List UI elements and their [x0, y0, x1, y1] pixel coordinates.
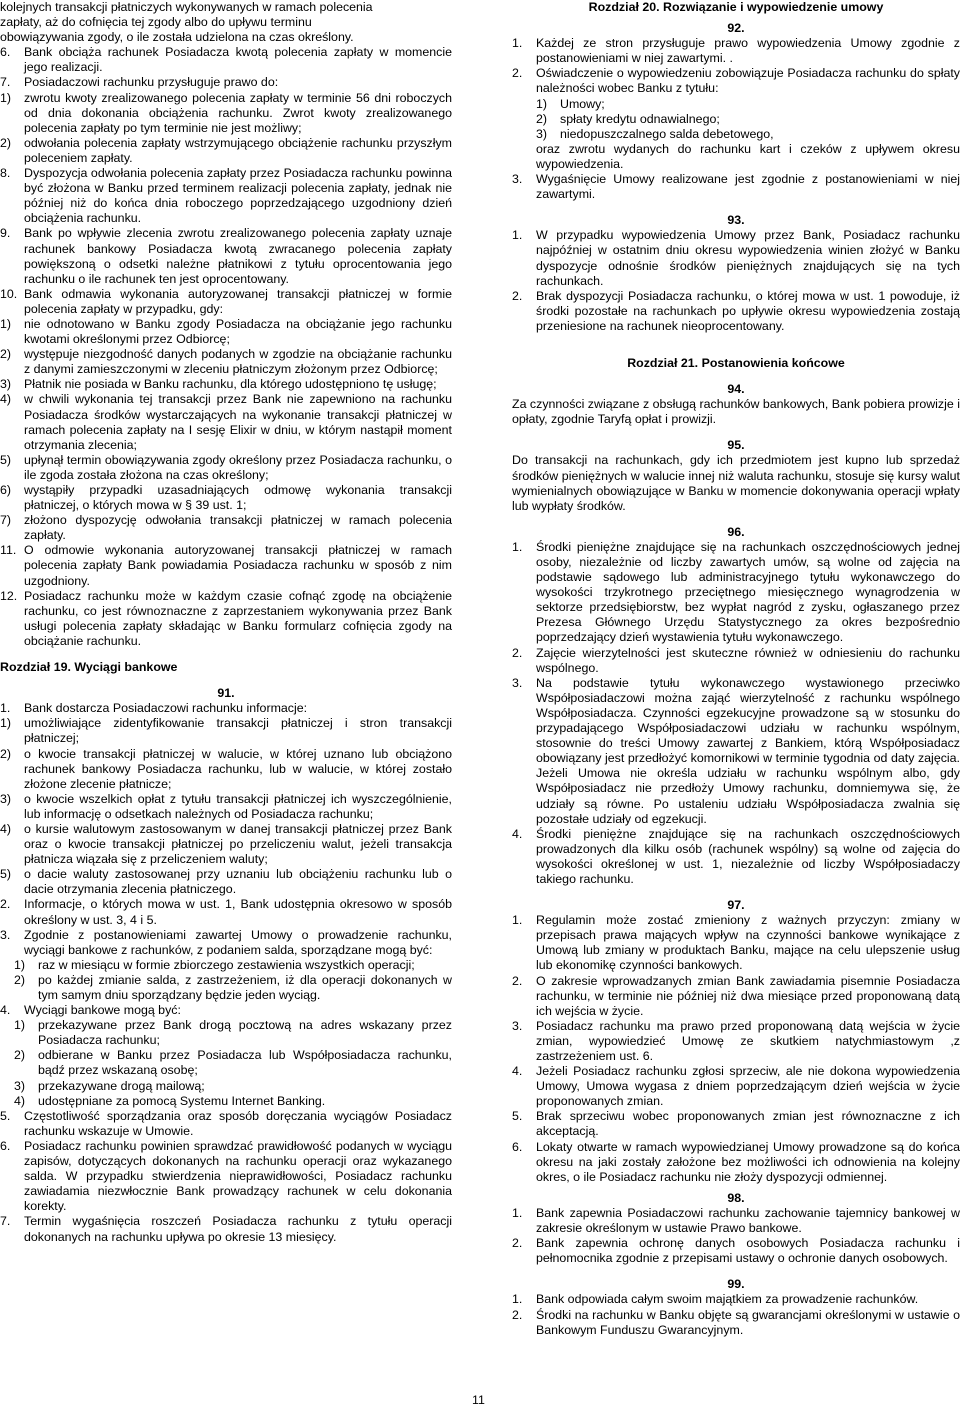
paragraph-6: 6. Bank obciąża rachunek Posiadacza kwotą polecenia zapłaty w momencie jego realizacji. [0, 45, 452, 75]
page-number: 11 [472, 1393, 485, 1407]
section-91-point-1-item: 5) o dacie waluty zastosowanej przy uznaniu lub obciążeniu rachunku lub o dacie otrzymania zlecenia płatniczego. [0, 867, 452, 897]
section-91-point-1: 1. Bank dostarcza Posiadaczowi rachunku informacje: [0, 701, 308, 716]
section-92-heading: 92. [727, 21, 745, 36]
section-93-point: 1. W przypadku wypowiedzenia Umowy przez Bank, Posiadacz rachunku najpóźniej w ostatnim dniu okresu wypowiedzenia winien złożyć w Banku dyspozycje odnośnie środków pieniężnych znajdujących się na tych rachunkach. [512, 228, 960, 288]
paragraph-10-item: 5) upłynął termin obowiązywania zgody określony przez Posiadacza rachunku, o ile zgoda została złożona na czas określony; [0, 452, 452, 482]
section-94-heading: 94. [727, 382, 745, 397]
section-97-heading: 97. [727, 898, 745, 913]
section-91-point-4-item: 1) przekazywane przez Bank drogą pocztową na adres wskazany przez Posiadacza rachunku; [14, 1018, 452, 1048]
section-91-point-7: 7. Termin wygaśnięcia roszczeń Posiadacza rachunku z tytułu operacji dokonanych na rachunku upływa po okresie 13 miesięcy. [0, 1214, 452, 1244]
section-91-point-4-item: 2) odbierane w Banku przez Posiadacza lub Współposiadacza rachunku, bądź przez wskazaną osobę; [14, 1048, 452, 1078]
section-92-point-3: 3. Wygaśnięcie Umowy realizowane jest zgodnie z postanowieniami w niej zawartymi. [512, 172, 960, 202]
intro-line-3: obowiązywania zgody, o ile została udzielona na czas określony. [0, 30, 354, 45]
section-99-heading: 99. [727, 1277, 745, 1292]
section-93-point: 2. Brak dyspozycji Posiadacza rachunku, o której mowa w ust. 1 powoduje, iż środki pozostałe na rachunkach po upływie okresu wypowiedzenia zostają przeniesione na rachunek nieoprocentowany. [512, 288, 960, 333]
section-98-point: 1. Bank zapewnia Posiadaczowi rachunku zachowanie tajemnicy bankowej w zakresie określonym w ustawie Prawo bankowe. [512, 1205, 960, 1236]
left-column [0, 0, 452, 1245]
paragraph-11: 11. O odmowie wykonania autoryzowanej transakcji płatniczej w ramach polecenia zapłaty Bank powiadamia Posiadacza rachunku w sposób z nim uzgodniony. [0, 543, 452, 588]
section-92-point-2-item: 2) spłaty kredytu odnawialnego; [536, 111, 720, 126]
section-91-point-3: 3. Zgodnie z postanowieniami zawartej Umowy o prowadzenie rachunku, wyciągi bankowe z rachunków, z podaniem salda, sporządzane mogą być: [0, 927, 452, 957]
section-92-point-2-item: 3) niedopuszczalnego salda debetowego, [536, 126, 774, 141]
section-91-heading: 91. [217, 686, 235, 701]
paragraph-10-item: 7) złożono dyspozycję odwołania transakcji płatniczej w ramach polecenia zapłaty. [0, 513, 452, 543]
section-95-text: Do transakcji na rachunkach, gdy ich przedmiotem jest kupno lub sprzedaż środków pieniężnych w walucie innej niż waluta rachunku, stosuje się kursy walut wymienialnych obowiązujące w Banku w momencie dokonywania operacji wpłaty lub wypłaty środków. [512, 453, 960, 513]
section-92-point: 1. Każdej ze stron przysługuje prawo wypowiedzenia Umowy zgodnie z postanowieniami w niej zawartymi. . [512, 36, 960, 66]
section-96-point: 2. Zajęcie wierzytelności jest skuteczne również w odniesieniu do rachunku wspólnego. [512, 645, 960, 675]
chapter-21-heading: Rozdział 21. Postanowienia końcowe [627, 355, 845, 370]
section-91-point-4-item: 4) udostępniane za pomocą Systemu Internet Banking. [14, 1093, 326, 1108]
paragraph-10-item: 4) w chwili wykonania tej transakcji przez Bank nie zapewniono na rachunku Posiadacza środków wystarczających na wykonanie transakcji płatniczej w ramach polecenia zapłaty na I sesję Elixir w dniu, w którym nastąpił moment otrzymania zlecenia; [0, 392, 452, 452]
paragraph-8: 8. Dyspozycja odwołania polecenia zapłaty przez Posiadacza rachunku powinna być złożona w Banku przed terminem realizacji polecenia zapłaty, jednak nie później niż do końca dnia roboczego poprzedzającego uzgodniony dzień obciążenia rachunku. [0, 166, 452, 226]
section-97-point: 5. Brak sprzeciwu wobec proponowanych zmian jest równoznaczne z ich akceptacją. [512, 1109, 960, 1139]
chapter-19-heading: Rozdział 19. Wyciągi bankowe [0, 660, 178, 675]
section-96-heading: 96. [727, 524, 745, 539]
paragraph-10-item: 6) wystąpiły przypadki uzasadniających odmowę wykonania transakcji płatniczej, o których mowa w § 39 ust. 1; [0, 483, 452, 513]
section-91-point-1-item: 1) umożliwiające zidentyfikowanie transakcji płatniczej i stron transakcji płatniczej; [0, 716, 452, 746]
paragraph-7: 7. Posiadaczowi rachunku przysługuje prawo do: [0, 75, 279, 90]
section-91-point-4: 4. Wyciągi bankowe mogą być: [0, 1003, 181, 1018]
section-91-point-2: 2. Informacje, o których mowa w ust. 1, Bank udostępnia okresowo w sposób określony w ust. 3, 4 i 5. [0, 897, 452, 927]
section-93-heading: 93. [727, 213, 745, 228]
paragraph-10-item: 1) nie odnotowano w Banku zgody Posiadacza na obciążanie jego rachunku kwotami określonymi przez Odbiorcę; [0, 316, 452, 347]
intro-line-2: zapłaty, aż do cofnięcia tej zgody albo do upływu terminu [0, 15, 312, 30]
section-94-text: Za czynności związane z obsługą rachunków bankowych, Bank pobiera prowizje i opłaty, zgodnie Taryfą opłat i prowizji. [512, 397, 960, 427]
section-92-point-2-item: 1) Umowy; [536, 96, 605, 111]
section-97-point: 6. Lokaty otwarte w ramach wypowiedzianej Umowy prowadzone są do końca okresu na jaki zostały założone bez możliwości ich odnowienia na kolejny okres, o ile Posiadacz rachunku nie złoży dyspozycji odmiennej. [512, 1139, 960, 1184]
paragraph-7-item: 2) odwołania polecenia zapłaty wstrzymującego obciążenie rachunku przyszłym poleceniem zapłaty. [0, 135, 452, 165]
section-98-heading: 98. [727, 1190, 745, 1205]
section-92-point-2-tail: oraz zwrotu wydanych do rachunku kart i czeków z upływem okresu wypowiedzenia. [536, 141, 960, 171]
section-96-point: 3. Na podstawie tytułu wykonawczego wystawionego przeciwko Współposiadaczowi można zająć wierzytelność z rachunku wspólnego Współposiadacza. Czynności egzekucyjne prowadzone są w stosunku do przypadającego Współposiadaczowi udziału w rachunku wspólnym, stosownie do treści Umowy zawartej z Bankiem, którą Współposiadacz obowiązany jest przedłożyć komornikowi w terminie tygodnia od daty zajęcia. Jeżeli Umowa nie określa udziału w rachunku wspólnym albo, gdy Współposiadacz nie przedłoży Umowy rachunku, domniemywa się, że udziały są równe. Po ustaleniu udziału Współposiadacza zwalnia się pozostałe udziały od egzekucji. [512, 675, 960, 826]
section-92-point: 2. Oświadczenie o wypowiedzeniu zobowiązuje Posiadacza rachunku do spłaty należności wobec Banku z tytułu: [512, 66, 960, 96]
section-91-point-3-item: 2) po każdej zmianie salda, z zastrzeżeniem, iż dla operacji dokonanych w tym samym dniu sporządzany będzie jeden wyciąg. [14, 972, 452, 1002]
right-column [512, 0, 960, 1338]
section-97-point: 1. Regulamin może zostać zmieniony z ważnych przyczyn: zmiany w przepisach prawa mających wpływ na czynności bankowe wynikające z Umową lub zmiany w produktach Banku, mające na celu ulepszenie usług lub ekonomikę czynności bankowych. [512, 913, 960, 973]
section-96-point: 4. Środki pieniężne znajdujące się na rachunkach oszczędnościowych prowadzonych dla kilku osób (rachunek wspólny) są wolne od zajęcia do wysokości określonej w ust. 1, niezależnie od liczby Współposiadaczy takiego rachunku. [512, 826, 960, 886]
section-97-point: 4. Jeżeli Posiadacz rachunku zgłosi sprzeciw, ale nie dokona wypowiedzenia Umowy, Umowa wygasa z dniem poprzedzającym dzień wejścia w życie proponowanych zmian. [512, 1064, 960, 1109]
section-97-point: 2. O zakresie wprowadzanych zmian Bank zawiadamia pisemnie Posiadacza rachunku, w terminie nie później niż dwa miesiące przed proponowaną datą ich wejścia w życie. [512, 973, 960, 1018]
paragraph-12: 12. Posiadacz rachunku może w każdym czasie cofnąć zgodę na obciążenie rachunku, co jest równoznaczne z zaprzestaniem wykonywania przez Bank usługi polecenia zapłaty składając w Banku formularz cofnięcia zgody na obciążanie rachunku. [0, 588, 452, 648]
section-98-point: 2. Bank zapewnia ochronę danych osobowych Posiadacza rachunku i pełnomocnika zgodnie z przepisami ustawy o ochronie danych osobowych. [512, 1236, 960, 1266]
paragraph-7-item: 1) zwrotu kwoty zrealizowanego polecenia zapłaty w terminie 56 dni roboczych od dnia dokonania obciążenia rachunku. Zwrot kwoty zrealizowanego polecenia zapłaty po tym terminie nie jest możliwy; [0, 90, 452, 135]
paragraph-10: 10. Bank odmawia wykonania autoryzowanej transakcji płatniczej w formie polecenia zapłaty w przypadku, gdy: [0, 286, 452, 316]
section-91-point-1-item: 2) o kwocie transakcji płatniczej w walucie, w której uznano lub obciążono rachunek bankowy Posiadacza rachunku, lub w walucie, w której zostało złożone zlecenie płatnicze; [0, 746, 452, 791]
section-91-point-4-item: 3) przekazywane drogą mailową; [14, 1078, 205, 1093]
section-99-point: 1. Bank odpowiada całym swoim majątkiem za prowadzenie rachunków. [512, 1292, 919, 1307]
section-91-point-6: 6. Posiadacz rachunku powinien sprawdzać prawidłowość podanych w wyciągu zapisów, dotyczących dokonanych na rachunku operacji oraz wykazanego salda. W przypadku stwierdzenia nieprawidłowości, Posiadacz rachunku zawiadamia niezwłocznie Bank prowadzący rachunek w celu dokonania korekty. [0, 1138, 452, 1214]
paragraph-9: 9. Bank po wpływie zlecenia zwrotu zrealizowanego polecenia zapłaty uznaje rachunek bankowy Posiadacza kwotą zwracanego polecenia zapłaty powiększoną o odsetki należne płatnikowi z tytułu oprocentowania jego rachunku o ile rachunek ten jest oprocentowany. [0, 226, 452, 286]
section-96-point: 1. Środki pieniężne znajdujące się na rachunkach oszczędnościowych jednej osoby, niezależnie od liczby zawartych umów, są wolne od zajęcia na podstawie sądowego lub administracyjnego tytułu wykonawczego do wysokości trzykrotnego przeciętnego miesięcznego wynagrodzenia w sektorze przedsiębiorstw, bez wypłat nagród z zysku, ogłaszanego przez Prezesa Głównego Urzędu Statystycznego za okres bezpośrednio poprzedzający dzień wystawienia tytułu wykonawczego. [512, 539, 960, 645]
section-97-point: 3. Posiadacz rachunku ma prawo przed proponowaną datą wejścia w życie zmian, wypowiedzieć Umowę ze skutkiem natychmiastowym ,z zastrzeżeniem ust. 6. [512, 1018, 960, 1063]
section-95-heading: 95. [727, 438, 745, 453]
section-91-point-1-item: 3) o kwocie wszelkich opłat z tytułu transakcji płatniczej ich wyszczególnienie, lub informację o odsetkach należnych od Posiadacza rachunku; [0, 791, 452, 821]
section-91-point-3-item: 1) raz w miesiącu w formie zbiorczego zestawienia wszystkich operacji; [14, 957, 415, 972]
paragraph-10-item: 2) występuje niezgodność danych podanych w zgodzie na obciążanie rachunku z danymi zamieszczonymi w zleceniu płatniczym złożonym przez Odbiorcę; [0, 347, 452, 377]
section-91-point-5: 5. Częstotliwość sporządzania oraz sposób doręczania wyciągów Posiadacz rachunku wskazuje w Umowie. [0, 1108, 452, 1138]
section-91-point-1-item: 4) o kursie walutowym zastosowanym w danej transakcji płatniczej przez Bank oraz o kwocie transakcji płatniczej po przeliczeniu walut, jeżeli transakcja płatnicza wiązała się z przeliczeniem waluty; [0, 821, 452, 867]
intro-line-1: kolejnych transakcji płatniczych wykonywanych w ramach polecenia [0, 0, 373, 14]
section-99-point: 2. Środki na rachunku w Banku objęte są gwarancjami określonymi w ustawie o Bankowym Funduszu Gwarancyjnym. [512, 1307, 960, 1337]
paragraph-10-item: 3) Płatnik nie posiada w Banku rachunku, dla którego udostępniono tę usługę; [0, 377, 437, 392]
chapter-20-heading: Rozdział 20. Rozwiązanie i wypowiedzenie umowy [588, 0, 884, 14]
